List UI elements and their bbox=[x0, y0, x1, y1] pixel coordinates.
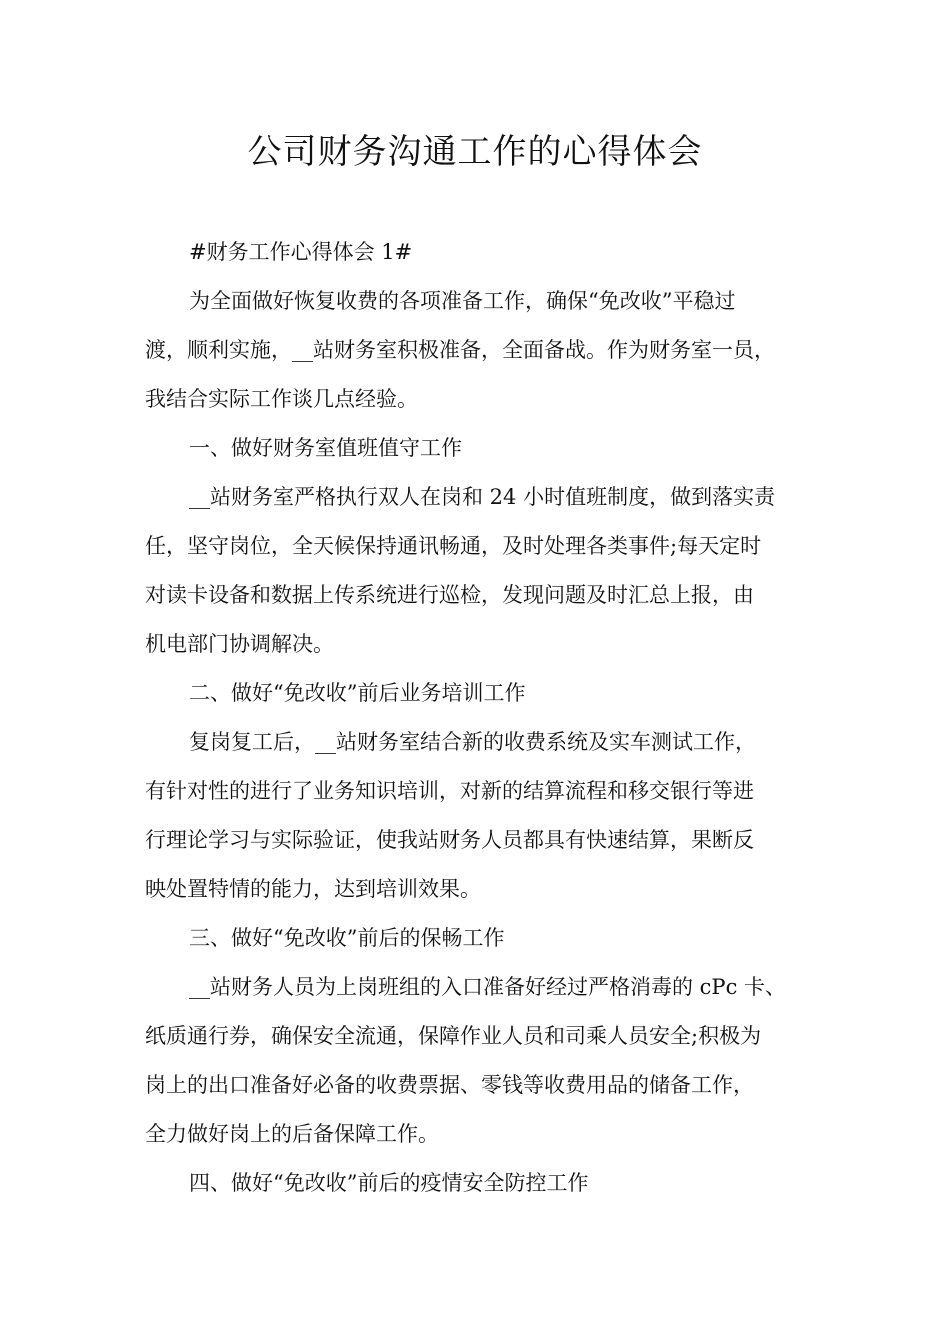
document-title: 公司财务沟通工作的心得体会 bbox=[247, 132, 703, 172]
text-line: 对读卡设备和数据上传系统进行巡检，发现问题及时汇总上报，由 bbox=[145, 583, 754, 607]
text-line: 复岗复工后，__站财务室结合新的收费系统及实车测试工作， bbox=[189, 730, 756, 754]
paragraph bbox=[145, 473, 813, 669]
paragraph bbox=[145, 277, 813, 424]
text-line: #财务工作心得体会 1# bbox=[189, 240, 413, 264]
text-line: 一、做好财务室值班值守工作 bbox=[189, 436, 462, 460]
paragraph bbox=[145, 718, 813, 914]
text-line: 岗上的出口准备好必备的收费票据、零钱等收费用品的储备工作， bbox=[145, 1073, 754, 1097]
section-heading bbox=[145, 228, 813, 277]
text-line: 纸质通行券，确保安全流通，保障作业人员和司乘人员安全;积极为 bbox=[145, 1024, 762, 1048]
document-body bbox=[145, 228, 813, 1208]
text-line: 渡，顺利实施，__站财务室积极准备，全面备战。作为财务室一员， bbox=[145, 338, 775, 362]
text-line: 我结合实际工作谈几点经验。 bbox=[145, 387, 418, 411]
text-line: 行理论学习与实际验证，使我站财务人员都具有快速结算，果断反 bbox=[145, 828, 754, 852]
text-line: __站财务人员为上岗班组的入口准备好经过严格消毒的 cPc 卡、 bbox=[189, 975, 787, 999]
text-line: 任，坚守岗位，全天候保持通讯畅通，及时处理各类事件;每天定时 bbox=[145, 534, 762, 558]
text-line: 三、做好“免改收”前后的保畅工作 bbox=[189, 926, 505, 950]
paragraph bbox=[145, 963, 813, 1159]
text-line: __站财务室严格执行双人在岗和 24 小时值班制度，做到落实责 bbox=[189, 485, 776, 509]
section-heading bbox=[145, 424, 813, 473]
section-heading bbox=[145, 914, 813, 963]
section-heading bbox=[145, 669, 813, 718]
section-heading bbox=[145, 1159, 813, 1208]
text-line: 二、做好“免改收”前后业务培训工作 bbox=[189, 681, 526, 705]
text-line: 全力做好岗上的后备保障工作。 bbox=[145, 1122, 439, 1146]
text-line: 映处置特情的能力，达到培训效果。 bbox=[145, 877, 481, 901]
text-line: 四、做好“免改收”前后的疫情安全防控工作 bbox=[189, 1171, 589, 1195]
text-line: 为全面做好恢复收费的各项准备工作，确保“免改收”平稳过 bbox=[189, 289, 736, 313]
text-line: 机电部门协调解决。 bbox=[145, 632, 334, 656]
text-line: 有针对性的进行了业务知识培训，对新的结算流程和移交银行等进 bbox=[145, 779, 754, 803]
